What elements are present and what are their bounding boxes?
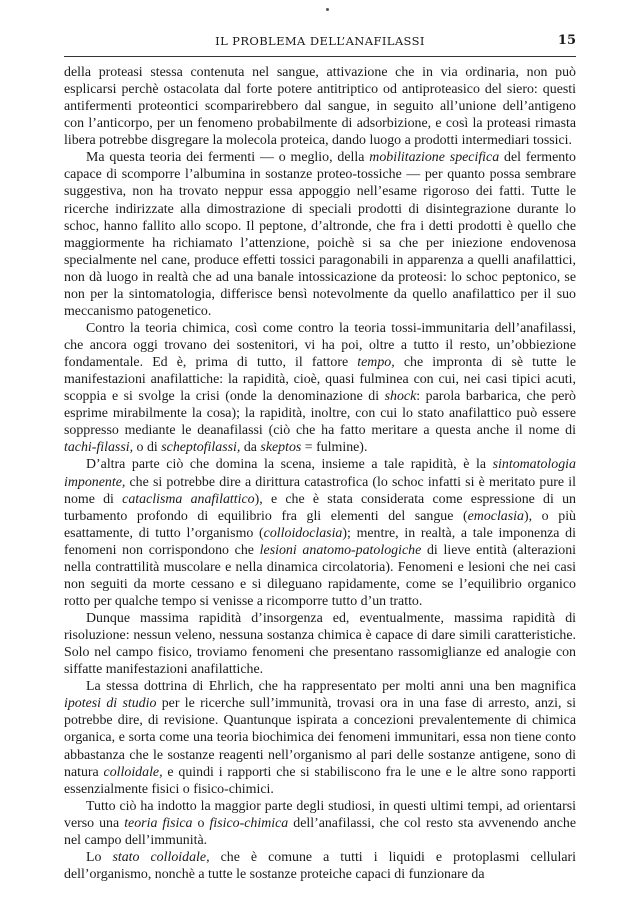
text-run: La stessa dottrina di Ehrlich, che ha rappresentato per molti anni una ben magnifica	[86, 679, 576, 695]
text-run: o di	[133, 440, 162, 456]
text-run: e quindi i rapporti che si stabiliscono fra le une e le altre sono rapporti essenzialmente fisici o fisico-chimici.	[64, 764, 577, 797]
italic-phrase: lesioni anatomo-patologiche	[259, 542, 422, 558]
paragraph	[64, 320, 576, 457]
text-run: Lo	[86, 849, 113, 865]
text-run: per le ricerche sull’immunità, trovasi ora in una fase di arresto, anzi, si potrebbe dire, di revisione. Quantunque ispirata a concezioni prevalentemente di chimica organica, e sorta come una teoria biochimica dei fenomeni immunitari, essa non tiene conto abbastanza che le sostanze reagenti nell’organismo al pari delle sostanze antigene, sono di natura	[64, 696, 576, 780]
text-run: Contro la teoria chimica, così come contro la teoria tossi-immunitaria dell’anafilassi, che ancora oggi trovano dei sostenitori, vi ha poi, oltre a tutto il resto, un’obbiezione fondamentale. Ed è, prima di tutto, il fattore	[64, 320, 576, 371]
text-run: Dunque massima rapidità d’insorgenza ed, eventualmente, massima rapidità di risoluzione: nessun veleno, nessuna sostanza chimica è capace di dare simili caratteristiche. Solo nel campo fisico, troviamo fenomeni che presentano rassomiglianze ed analogie con siffatte manifestazioni anafilattiche.	[64, 611, 576, 678]
text-run: del fermento capace di scomporre l’albumina in sostanze proteo-tossiche — per quanto possa sembrare suggestiva, non ha trovato neppur essa appoggio nell’esame rigoroso dei fatti. Tutte le ricerche indirizzate alla dimostrazione di speciali prodotti di disintegrazione durante lo schoc, hanno fallito allo scopo. Il peptone, d’altronde, che fra i detti prodotti è quello che maggiormente ha richiamato l’attenzione, poichè si sa che per iniezione endovenosa specialmente nel cane, produce effetti tossici paragonabili in apparenza a quelli anafilattici, non dà luogo in realtà che ad una banale intossicazione da proteosi: lo schoc peptonico, se non per la sintomatologia, differisce bensì notevolmente da quello anafilattico per il suo meccanismo patogenetico.	[64, 150, 576, 319]
italic-phrase: stato colloidale,	[112, 849, 210, 865]
text-run: da	[240, 440, 261, 456]
text-run: ); mentre, in realtà, a tale imponenza di fenomeni non corrispondono che	[64, 525, 576, 558]
italic-phrase: mobilitazione specifica	[369, 150, 500, 166]
italic-phrase: tachi-filassi,	[64, 440, 134, 456]
text-run: : parola barbarica, che però esprime mirabilmente la cosa); la rapidità, inoltre, con cui lo stato anafilattico può essere soppresso mediante le deanafilassi (ciò che ha fatto meritare a questa anche il nome di	[64, 389, 576, 439]
text-run: = fulmine).	[301, 440, 368, 456]
italic-phrase: colloidale,	[103, 764, 163, 780]
paragraph	[64, 149, 576, 320]
italic-phrase: scheptofilassi,	[161, 440, 241, 456]
text-run: della proteasi stessa contenuta nel sangue, attivazione che in via ordinaria, non può esplicarsi perchè ostacolata dal forte potere antitriptico od antiproteasico del siero: questi antifermenti proteontici scomparirebbero dal sangue, in seguito all’unione dell’antigeno con l’anticorpo, per un fenomeno probabilmente di adsorbizione, e così la proteasi rimasta libera potrebbe disgregare la molecola proteica, dando luogo a prodotti intermediari tossici.	[64, 65, 576, 149]
italic-phrase: skeptos	[260, 440, 302, 456]
text-run: di lieve entità (alterazioni nella contrattilità muscolare e nella dinamica circolatoria). Fenomeni e lesioni che nei casi non seguiti da morte cessano e si dileguano rapidamente, come se l’equilibrio organico rotto per qualche tempo si venisse a ricomporre tutto d’un tratto.	[64, 542, 576, 609]
text-run: ), o più esattamente, di tutto l’organismo (	[64, 508, 576, 541]
italic-phrase: sintomatologia imponente,	[64, 457, 576, 490]
page-number: 15	[557, 33, 576, 48]
italic-phrase: emoclasia	[467, 508, 524, 524]
text-run: D’altra parte ciò che domina la scena, insieme a tale rapidità, è la	[86, 457, 493, 473]
italic-phrase: shock	[384, 389, 417, 405]
text-run: che è comune a tutti i liquidi e protoplasmi cellulari dell’organismo, nonchè a tutte le sostanze proteiche capaci di funzionare da	[64, 849, 576, 882]
text-run: che impronta di sè tutte le manifestazioni anafilattiche: la rapidità, cioè, quasi fulminea con cui, nei casi tipici acuti, scoppia e si svolge la crisi (onde la denominazione di	[64, 355, 576, 405]
paragraph	[64, 849, 576, 883]
paragraph	[64, 456, 576, 610]
italic-phrase: fisico-chimica	[209, 815, 289, 831]
text-run: Tutto ciò ha indotto la maggior parte degli studiosi, in questi ultimi tempi, ad orientarsi verso una	[64, 798, 576, 831]
paragraph	[64, 798, 576, 849]
text-run: Ma questa teoria dei fermenti — o meglio, della	[86, 150, 370, 166]
text-run: o	[192, 815, 210, 831]
page-mark	[326, 8, 329, 11]
text-run: che si potrebbe dire a dirittura catastrofica (lo schoc infatti si è meritato pure il nome di	[64, 474, 576, 507]
text-run: dell’anafilassi, che col resto sta avvenendo anche nel campo dell’immunità.	[64, 815, 577, 848]
italic-phrase: teoria fisica	[124, 815, 193, 831]
paragraph	[64, 64, 576, 149]
header-rule	[64, 56, 576, 57]
italic-phrase: ipotesi di studio	[64, 696, 157, 712]
body-text	[64, 64, 576, 883]
text-run: ), e che è stata considerata come espressione di un turbamento profondo di equilibrio fra gli elementi del sangue (	[64, 491, 576, 524]
italic-phrase: tempo,	[357, 355, 395, 371]
running-title: IL PROBLEMA DELL’ANAFILASSI	[215, 34, 425, 48]
paragraph	[64, 678, 576, 797]
page-header	[64, 34, 576, 54]
italic-phrase: colloidoclasia	[263, 525, 343, 541]
italic-phrase: cataclisma anafilattico	[122, 491, 255, 507]
paragraph	[64, 610, 576, 678]
